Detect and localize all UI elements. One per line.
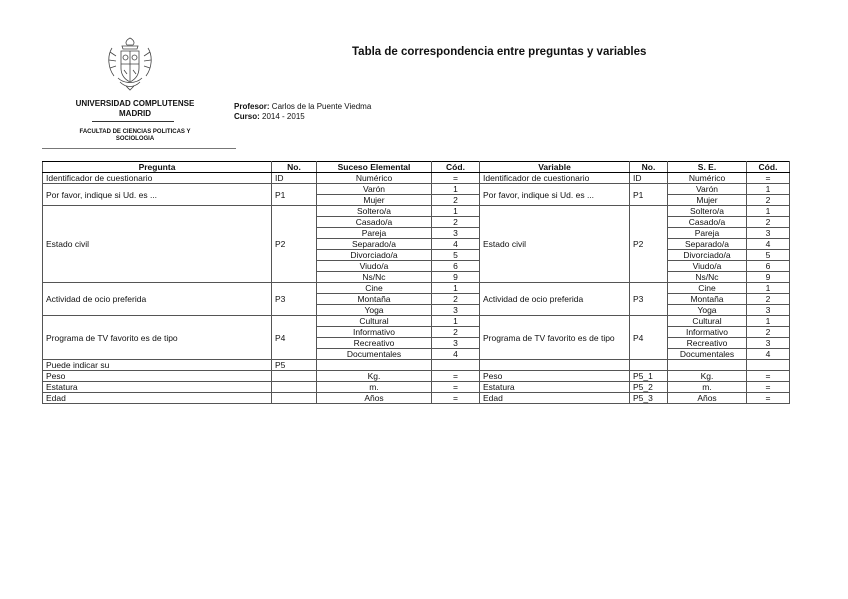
event-cell: Ns/Nc [317,272,432,283]
faculty-name [64,129,206,143]
variable-event-cell: Kg. [668,371,747,382]
code-cell: 1 [432,206,480,217]
variable-event-cell: m. [668,382,747,393]
code-cell: 2 [432,195,480,206]
variable-no-cell: P5_2 [630,382,668,393]
code-cell: = [432,382,480,393]
question-cell: Estatura [43,382,272,393]
variable-cell: Programa de TV favorito es de tipo [480,316,630,360]
variable-code-cell: = [747,173,790,184]
variable-code-cell: 1 [747,283,790,294]
question-cell: Puede indicar su [43,360,272,371]
variable-code-cell: 3 [747,228,790,239]
university-name [64,99,206,118]
code-cell: 1 [432,184,480,195]
variable-event-cell: Informativo [668,327,747,338]
variable-code-cell: = [747,371,790,382]
question-cell: Por favor, indique si Ud. es ... [43,184,272,206]
variable-cell: Estatura [480,382,630,393]
variable-code-cell: 2 [747,327,790,338]
variable-event-cell: Montaña [668,294,747,305]
variable-code-cell: 6 [747,261,790,272]
variable-code-cell: 2 [747,294,790,305]
table-row [43,184,790,195]
col-header-se: S. E. [668,162,747,173]
variable-code-cell [747,360,790,371]
col-header-var-no: No. [630,162,668,173]
event-cell: Kg. [317,371,432,382]
university-divider [92,121,174,122]
question-no-cell [272,371,317,382]
variable-event-cell: Cine [668,283,747,294]
variable-no-cell: P5_3 [630,393,668,404]
university-line2: MADRID [119,108,151,118]
header-divider [42,148,236,149]
table-row [43,360,790,371]
col-header-var-cod: Cód. [747,162,790,173]
question-no-cell: P3 [272,283,317,316]
col-header-variable: Variable [480,162,630,173]
variable-event-cell: Soltero/a [668,206,747,217]
variable-code-cell: 5 [747,250,790,261]
event-cell: Divorciado/a [317,250,432,261]
table-row [43,173,790,184]
variable-code-cell: 2 [747,217,790,228]
table-row [43,382,790,393]
variable-event-cell: Yoga [668,305,747,316]
variable-no-cell: P2 [630,206,668,283]
table-row [43,371,790,382]
variable-event-cell: Años [668,393,747,404]
variable-code-cell: 1 [747,206,790,217]
code-cell: 2 [432,217,480,228]
variable-event-cell: Mujer [668,195,747,206]
col-header-pregunta: Pregunta [43,162,272,173]
code-cell: 3 [432,305,480,316]
variable-event-cell: Numérico [668,173,747,184]
variable-code-cell: 1 [747,184,790,195]
event-cell: Informativo [317,327,432,338]
table-row [43,283,790,294]
event-cell: Casado/a [317,217,432,228]
variable-code-cell: 1 [747,316,790,327]
event-cell: Pareja [317,228,432,239]
variable-event-cell [668,360,747,371]
university-line1: UNIVERSIDAD COMPLUTENSE [75,99,195,108]
variable-code-cell: 2 [747,195,790,206]
code-cell: = [432,393,480,404]
variable-event-cell: Pareja [668,228,747,239]
code-cell [432,360,480,371]
question-cell: Peso [43,371,272,382]
event-cell: Documentales [317,349,432,360]
document-title: Tabla de correspondencia entre preguntas y variables [352,46,647,58]
variable-code-cell: = [747,393,790,404]
event-cell: Yoga [317,305,432,316]
variable-event-cell: Casado/a [668,217,747,228]
event-cell [317,360,432,371]
event-cell: Separado/a [317,239,432,250]
variable-cell: Por favor, indique si Ud. es ... [480,184,630,206]
question-cell: Programa de TV favorito es de tipo [43,316,272,360]
variable-cell: Actividad de ocio preferida [480,283,630,316]
event-cell: Viudo/a [317,261,432,272]
event-cell: m. [317,382,432,393]
code-cell: 1 [432,316,480,327]
question-cell: Actividad de ocio preferida [43,283,272,316]
code-cell: = [432,173,480,184]
question-cell: Estado civil [43,206,272,283]
code-cell: 5 [432,250,480,261]
col-header-no: No. [272,162,317,173]
table-row [43,206,790,217]
variable-no-cell: P1 [630,184,668,206]
variable-cell: Peso [480,371,630,382]
question-no-cell [272,382,317,393]
variable-event-cell: Separado/a [668,239,747,250]
event-cell: Mujer [317,195,432,206]
event-cell: Soltero/a [317,206,432,217]
code-cell: 9 [432,272,480,283]
correspondence-table [42,161,790,404]
table-row [43,393,790,404]
code-cell: 4 [432,239,480,250]
question-no-cell: P5 [272,360,317,371]
event-cell: Años [317,393,432,404]
course-value: 2014 - 2015 [262,111,305,121]
variable-event-cell: Viudo/a [668,261,747,272]
professor-line [234,102,371,112]
variable-event-cell: Documentales [668,349,747,360]
event-cell: Recreativo [317,338,432,349]
variable-event-cell: Recreativo [668,338,747,349]
variable-no-cell: ID [630,173,668,184]
variable-event-cell: Ns/Nc [668,272,747,283]
variable-code-cell: 3 [747,305,790,316]
event-cell: Numérico [317,173,432,184]
code-cell: 3 [432,338,480,349]
event-cell: Montaña [317,294,432,305]
variable-event-cell: Divorciado/a [668,250,747,261]
code-cell: 2 [432,294,480,305]
professor-name: Carlos de la Puente Viedma [271,102,372,111]
course-label: Curso: [234,111,260,121]
question-cell: Edad [43,393,272,404]
question-no-cell: ID [272,173,317,184]
question-no-cell [272,393,317,404]
event-cell: Varón [317,184,432,195]
code-cell: 2 [432,327,480,338]
table-row [43,316,790,327]
col-header-suceso: Suceso Elemental [317,162,432,173]
variable-no-cell: P5_1 [630,371,668,382]
variable-code-cell: 9 [747,272,790,283]
code-cell: = [432,371,480,382]
faculty-line1: FACULTAD DE CIENCIAS POLITICAS Y [79,129,191,135]
variable-event-cell: Cultural [668,316,747,327]
question-no-cell: P1 [272,184,317,206]
variable-cell: Edad [480,393,630,404]
variable-cell: Identificador de cuestionario [480,173,630,184]
variable-code-cell: 4 [747,239,790,250]
question-cell: Identificador de cuestionario [43,173,272,184]
variable-code-cell: 4 [747,349,790,360]
variable-no-cell [630,360,668,371]
table-header-row [43,162,790,173]
event-cell: Cine [317,283,432,294]
code-cell: 1 [432,283,480,294]
variable-cell [480,360,630,371]
question-no-cell: P4 [272,316,317,360]
event-cell: Cultural [317,316,432,327]
code-cell: 4 [432,349,480,360]
variable-cell: Estado civil [480,206,630,283]
course-line [234,112,371,122]
university-crest-icon [104,34,156,92]
variable-no-cell: P3 [630,283,668,316]
course-meta [234,102,371,121]
variable-no-cell: P4 [630,316,668,360]
col-header-cod: Cód. [432,162,480,173]
variable-event-cell: Varón [668,184,747,195]
code-cell: 6 [432,261,480,272]
professor-label: Profesor: [234,102,270,111]
question-no-cell: P2 [272,206,317,283]
code-cell: 3 [432,228,480,239]
variable-code-cell: 3 [747,338,790,349]
faculty-line2: SOCIOLOGIA [115,136,155,142]
variable-code-cell: = [747,382,790,393]
